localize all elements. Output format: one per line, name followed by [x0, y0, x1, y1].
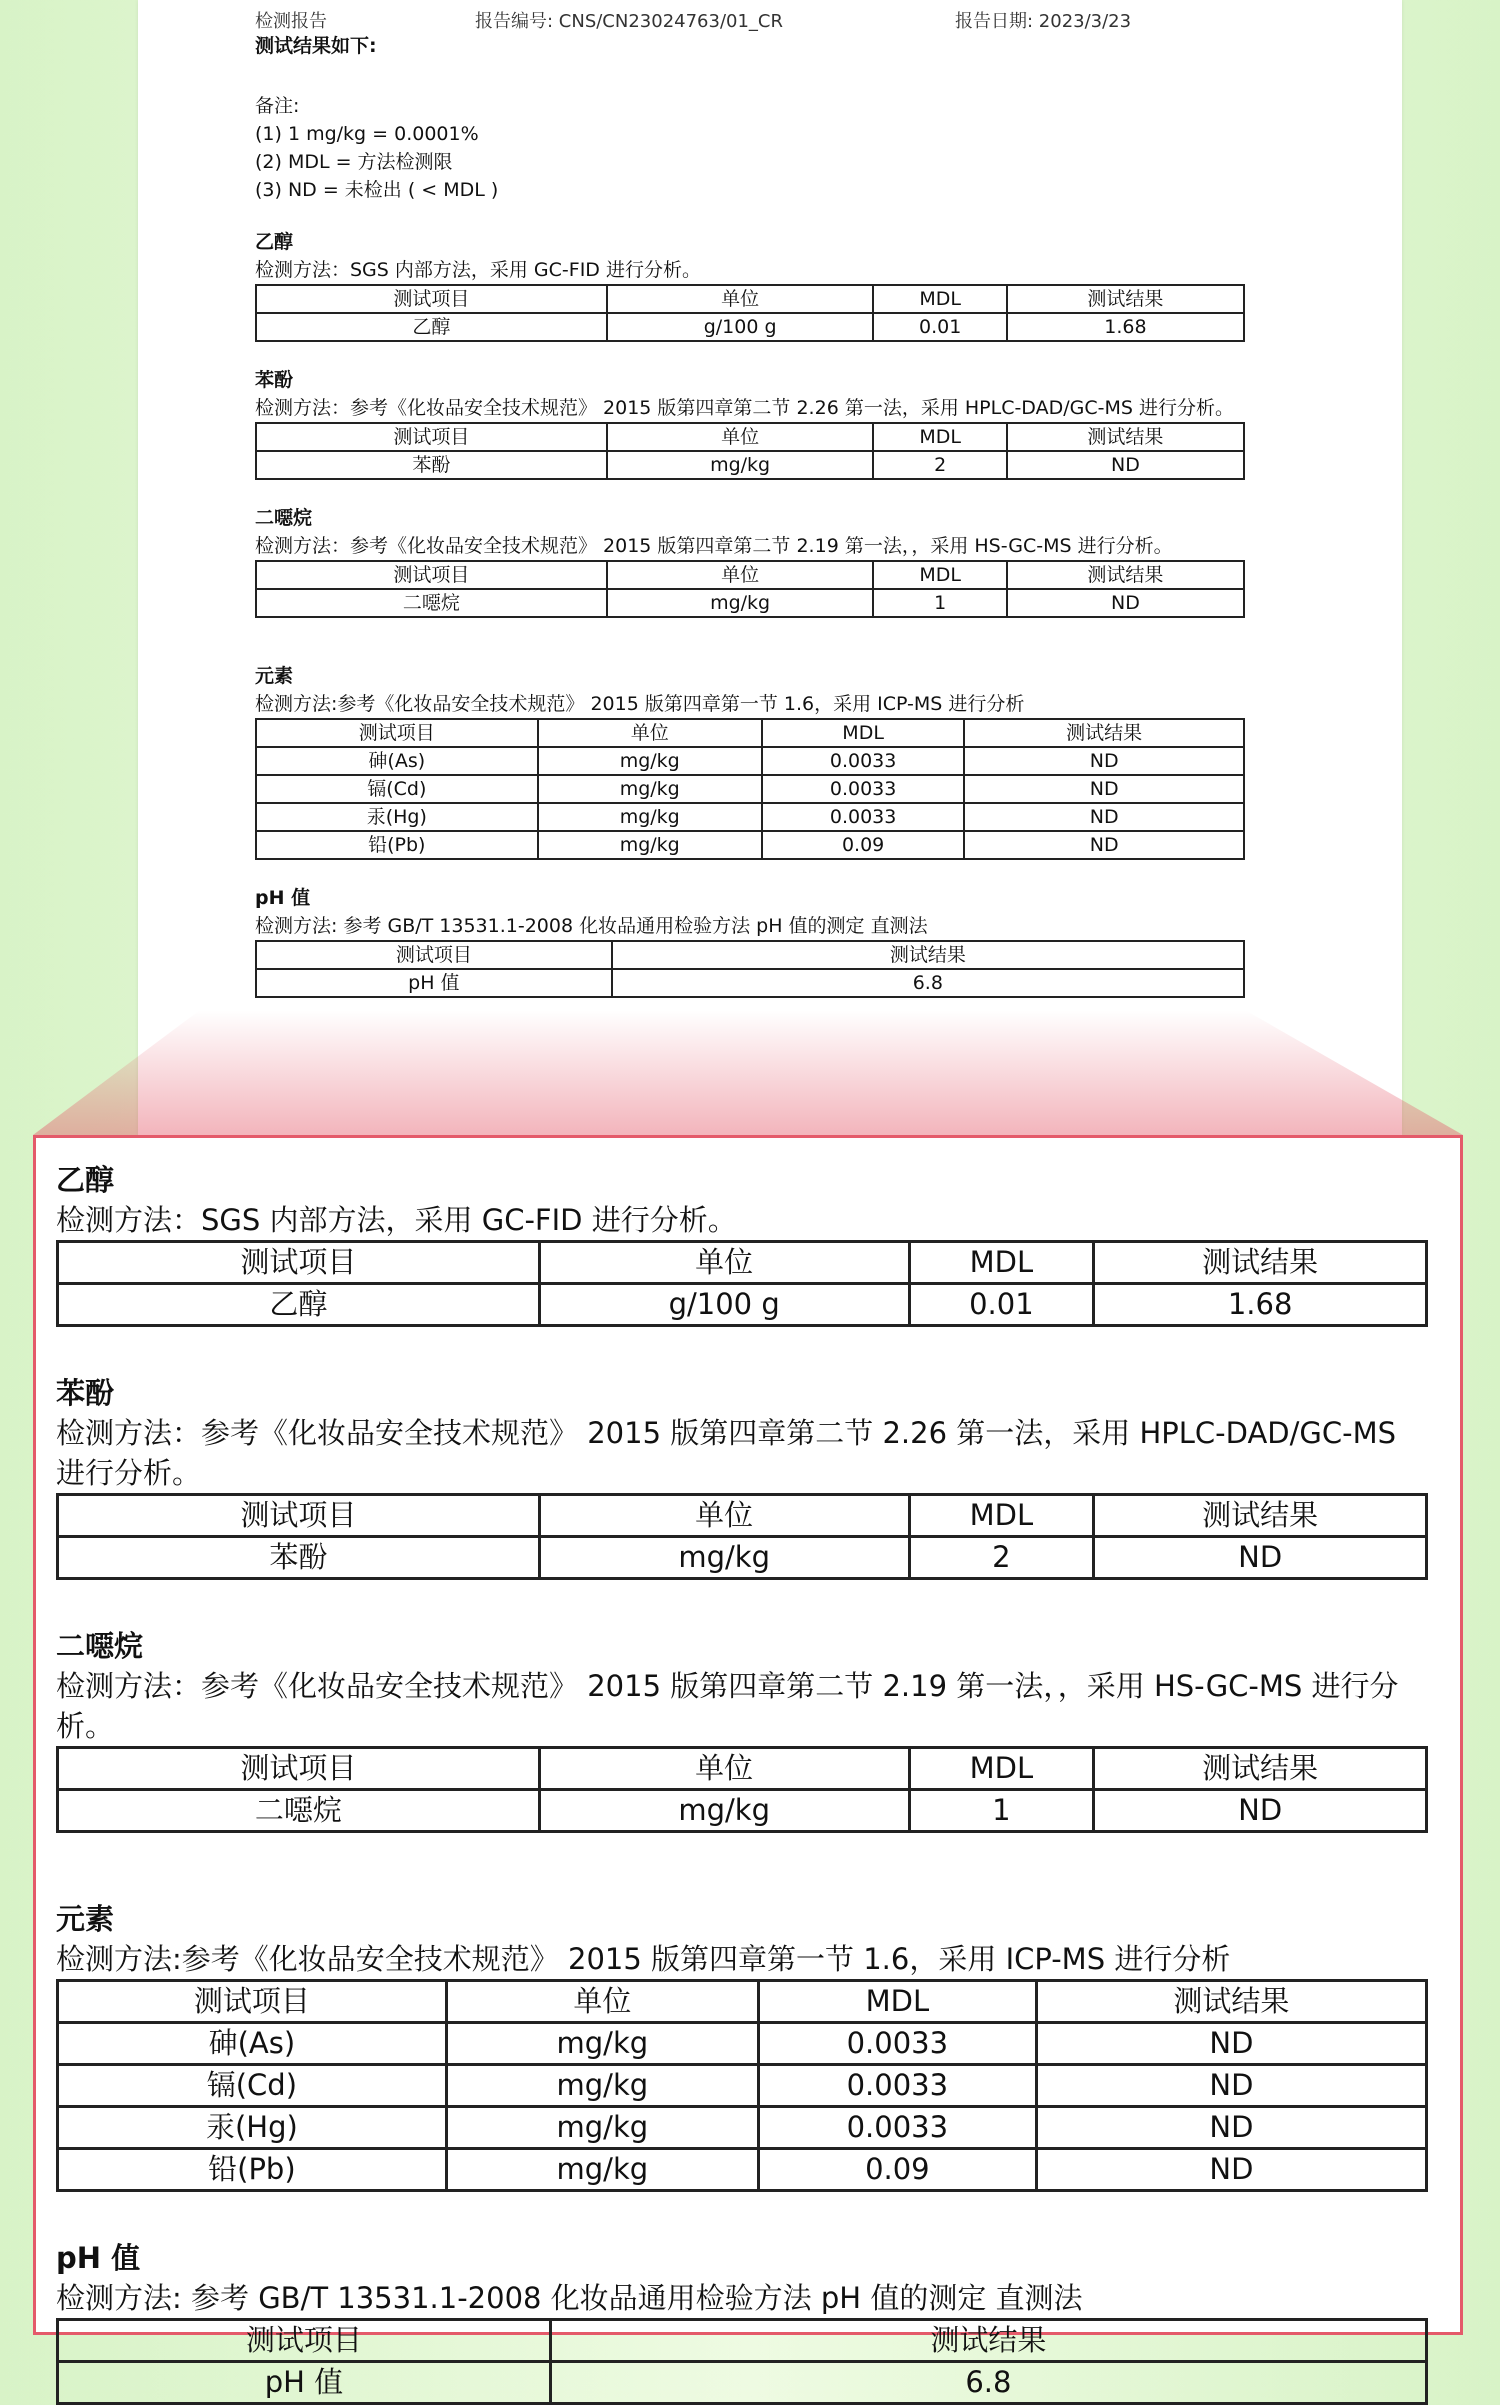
- notes-block: [255, 92, 1245, 204]
- report-label: 检测报告: [255, 11, 327, 32]
- results-table: [56, 2318, 1428, 2405]
- header-cell: 测试结果: [1036, 1981, 1426, 2023]
- section-title: 乙醇: [255, 231, 294, 253]
- section-method: 检测方法：参考《化妆品安全技术规范》 2015 版第四章第二节 2.26 第一法，采用 HPLC-DAD/GC-MS 进行分析。: [56, 1416, 1397, 1490]
- cell-result: ND: [964, 775, 1244, 803]
- cell-item: 汞(Hg): [256, 803, 538, 831]
- header-cell: MDL: [762, 719, 965, 747]
- section-method: 检测方法:参考《化妆品安全技术规范》 2015 版第四章第一节 1.6，采用 ICP-MS 进行分析: [56, 1942, 1231, 1976]
- header-cell: 单位: [538, 719, 762, 747]
- cell-unit: mg/kg: [539, 1790, 909, 1832]
- results-table: [255, 422, 1245, 480]
- results-table: [255, 284, 1245, 342]
- cell-unit: mg/kg: [538, 831, 762, 859]
- header-cell: 单位: [607, 285, 874, 313]
- cell-result: ND: [1036, 2065, 1426, 2107]
- note-line: (1) 1 mg/kg = 0.0001%: [255, 123, 479, 145]
- cell-result: 1.68: [1094, 1284, 1427, 1326]
- header-cell: 测试项目: [58, 1242, 540, 1284]
- report-page: [138, 0, 1402, 1135]
- header-cell: 测试项目: [256, 941, 612, 969]
- note-line: (2) MDL = 方法检测限: [255, 151, 453, 173]
- table-row: [256, 313, 1244, 341]
- cell-item: 铅(Pb): [58, 2149, 447, 2191]
- header-cell: 单位: [539, 1748, 909, 1790]
- table-header-row: [58, 1748, 1427, 1790]
- section-method: 检测方法：SGS 内部方法，采用 GC-FID 进行分析。: [255, 259, 701, 281]
- table-header-row: [256, 719, 1244, 747]
- table-row: [256, 775, 1244, 803]
- cell-item: pH 值: [58, 2362, 551, 2404]
- section-method: 检测方法: 参考 GB/T 13531.1-2008 化妆品通用检验方法 pH 值的测定 直测法: [255, 915, 928, 937]
- header-cell: MDL: [873, 285, 1006, 313]
- cell-result: 1.68: [1007, 313, 1244, 341]
- table-row: [256, 969, 1244, 997]
- header-cell: 单位: [539, 1242, 909, 1284]
- cell-unit: mg/kg: [607, 451, 874, 479]
- results-heading: 测试结果如下:: [255, 35, 377, 57]
- section-ph: [255, 884, 1245, 998]
- cell-item: 镉(Cd): [256, 775, 538, 803]
- section-title: pH 值: [56, 2241, 141, 2275]
- header-cell: 测试项目: [256, 719, 538, 747]
- cell-result: ND: [1094, 1537, 1427, 1579]
- results-table: [56, 1240, 1428, 1327]
- cell-mdl: 0.09: [758, 2149, 1036, 2191]
- table-row: [256, 747, 1244, 775]
- header-cell: MDL: [758, 1981, 1036, 2023]
- cell-mdl: 0.01: [909, 1284, 1094, 1326]
- header-cell: 测试结果: [1094, 1495, 1427, 1537]
- header-cell: 单位: [607, 423, 874, 451]
- zoomed-detail-panel: [33, 1135, 1463, 2399]
- report-content: [255, 11, 1245, 998]
- section-method: 检测方法：参考《化妆品安全技术规范》 2015 版第四章第二节 2.26 第一法，采用 HPLC-DAD/GC-MS 进行分析。: [255, 397, 1234, 419]
- cell-item: pH 值: [256, 969, 612, 997]
- table-row: [256, 831, 1244, 859]
- cell-mdl: 1: [873, 589, 1006, 617]
- section-ethanol: [255, 228, 1245, 342]
- table-header-row: [256, 941, 1244, 969]
- cell-mdl: 1: [909, 1790, 1094, 1832]
- cell-mdl: 0.0033: [758, 2023, 1036, 2065]
- cell-mdl: 0.01: [873, 313, 1006, 341]
- cell-mdl: 0.09: [762, 831, 965, 859]
- cell-result: ND: [1036, 2149, 1426, 2191]
- cell-item: 苯酚: [58, 1537, 540, 1579]
- header-cell: 测试结果: [1094, 1242, 1427, 1284]
- header-cell: 测试结果: [1007, 561, 1244, 589]
- report-date: 报告日期: 2023/3/23: [955, 11, 1132, 32]
- zoom-section-ph: [56, 2238, 1428, 2405]
- header-cell: 单位: [539, 1495, 909, 1537]
- cell-item: 乙醇: [58, 1284, 540, 1326]
- header-cell: 测试结果: [1007, 423, 1244, 451]
- cell-item: 铅(Pb): [256, 831, 538, 859]
- table-header-row: [58, 1495, 1427, 1537]
- results-table: [56, 1979, 1428, 2192]
- section-title: 乙醇: [56, 1163, 115, 1197]
- section-phenol: [255, 366, 1245, 480]
- report-number: 报告编号: CNS/CN23024763/01_CR: [475, 11, 784, 32]
- table-row: [58, 2107, 1427, 2149]
- header-cell: 测试项目: [58, 1748, 540, 1790]
- cell-item: 乙醇: [256, 313, 607, 341]
- cell-unit: mg/kg: [446, 2107, 758, 2149]
- table-header-row: [58, 2320, 1427, 2362]
- header-cell: 测试结果: [1007, 285, 1244, 313]
- header-cell: MDL: [909, 1495, 1094, 1537]
- header-cell: MDL: [873, 561, 1006, 589]
- table-header-row: [256, 561, 1244, 589]
- header-cell: 测试结果: [964, 719, 1244, 747]
- header-cell: MDL: [873, 423, 1006, 451]
- cell-unit: mg/kg: [446, 2023, 758, 2065]
- cell-unit: mg/kg: [538, 747, 762, 775]
- cell-result: ND: [964, 831, 1244, 859]
- cell-unit: mg/kg: [538, 803, 762, 831]
- table-row: [58, 1284, 1427, 1326]
- cell-mdl: 2: [909, 1537, 1094, 1579]
- header-cell: 测试项目: [256, 561, 607, 589]
- cell-mdl: 0.0033: [762, 803, 965, 831]
- cell-mdl: 0.0033: [762, 775, 965, 803]
- header-cell: 单位: [607, 561, 874, 589]
- section-title: 元素: [56, 1902, 115, 1936]
- section-method: 检测方法: 参考 GB/T 13531.1-2008 化妆品通用检验方法 pH 值的测定 直测法: [56, 2281, 1083, 2315]
- table-row: [256, 451, 1244, 479]
- section-method: 检测方法：参考《化妆品安全技术规范》 2015 版第四章第二节 2.19 第一法，，采用 HS-GC-MS 进行分析。: [255, 535, 1173, 557]
- zoom-section-ethanol: [56, 1160, 1428, 1327]
- cell-item: 苯酚: [256, 451, 607, 479]
- cell-unit: mg/kg: [538, 775, 762, 803]
- cell-result: ND: [964, 803, 1244, 831]
- table-row: [58, 1790, 1427, 1832]
- zoom-section-phenol: [56, 1373, 1428, 1580]
- table-row: [58, 2149, 1427, 2191]
- cell-unit: g/100 g: [539, 1284, 909, 1326]
- cell-unit: mg/kg: [446, 2149, 758, 2191]
- header-cell: 测试项目: [58, 2320, 551, 2362]
- cell-result: ND: [1094, 1790, 1427, 1832]
- section-elements: [255, 662, 1245, 860]
- cell-item: 砷(As): [256, 747, 538, 775]
- table-row: [58, 1537, 1427, 1579]
- section-dioxane: [255, 504, 1245, 618]
- cell-result: ND: [1007, 451, 1244, 479]
- cell-mdl: 0.0033: [758, 2065, 1036, 2107]
- table-row: [58, 2362, 1427, 2404]
- results-table: [255, 560, 1245, 618]
- header-cell: 测试结果: [612, 941, 1244, 969]
- section-title: 苯酚: [56, 1376, 115, 1410]
- section-title: pH 值: [255, 887, 311, 909]
- note-line: 备注:: [255, 95, 300, 117]
- section-title: 二噁烷: [255, 507, 313, 529]
- cell-item: 二噁烷: [58, 1790, 540, 1832]
- section-method: 检测方法：参考《化妆品安全技术规范》 2015 版第四章第二节 2.19 第一法，，采用 HS-GC-MS 进行分析。: [56, 1669, 1399, 1743]
- section-title: 二噁烷: [56, 1629, 144, 1663]
- note-line: (3) ND = 未检出 ( < MDL ): [255, 179, 499, 201]
- cell-unit: mg/kg: [607, 589, 874, 617]
- header-cell: 测试项目: [256, 285, 607, 313]
- header-cell: 测试项目: [58, 1495, 540, 1537]
- table-row: [58, 2023, 1427, 2065]
- header-cell: MDL: [909, 1242, 1094, 1284]
- results-table: [56, 1746, 1428, 1833]
- header-cell: 单位: [446, 1981, 758, 2023]
- results-table: [56, 1493, 1428, 1580]
- cell-result: ND: [964, 747, 1244, 775]
- cell-unit: mg/kg: [539, 1537, 909, 1579]
- table-row: [58, 2065, 1427, 2107]
- cell-item: 二噁烷: [256, 589, 607, 617]
- header-cell: 测试结果: [1094, 1748, 1427, 1790]
- report-header: [255, 8, 1245, 38]
- cell-result: ND: [1036, 2107, 1426, 2149]
- cell-mdl: 0.0033: [758, 2107, 1036, 2149]
- table-header-row: [58, 1242, 1427, 1284]
- cell-unit: g/100 g: [607, 313, 874, 341]
- results-table: [255, 940, 1245, 998]
- cell-item: 镉(Cd): [58, 2065, 447, 2107]
- cell-result: 6.8: [550, 2362, 1426, 2404]
- cell-item: 汞(Hg): [58, 2107, 447, 2149]
- cell-result: ND: [1007, 589, 1244, 617]
- zoom-section-elements: [56, 1899, 1428, 2192]
- table-header-row: [256, 423, 1244, 451]
- zoom-section-dioxane: [56, 1626, 1428, 1833]
- header-cell: 测试结果: [550, 2320, 1426, 2362]
- table-row: [256, 803, 1244, 831]
- results-table: [255, 718, 1245, 860]
- table-row: [256, 589, 1244, 617]
- header-cell: MDL: [909, 1748, 1094, 1790]
- cell-item: 砷(As): [58, 2023, 447, 2065]
- zoomed-content: [56, 1160, 1428, 2405]
- cell-result: ND: [1036, 2023, 1426, 2065]
- table-header-row: [58, 1981, 1427, 2023]
- cell-mdl: 0.0033: [762, 747, 965, 775]
- header-cell: 测试项目: [256, 423, 607, 451]
- section-title: 元素: [255, 665, 294, 687]
- section-title: 苯酚: [255, 369, 294, 391]
- section-method: 检测方法:参考《化妆品安全技术规范》 2015 版第四章第一节 1.6，采用 ICP-MS 进行分析: [255, 693, 1025, 715]
- cell-unit: mg/kg: [446, 2065, 758, 2107]
- table-header-row: [256, 285, 1244, 313]
- header-cell: 测试项目: [58, 1981, 447, 2023]
- cell-mdl: 2: [873, 451, 1006, 479]
- section-method: 检测方法：SGS 内部方法，采用 GC-FID 进行分析。: [56, 1203, 737, 1237]
- cell-result: 6.8: [612, 969, 1244, 997]
